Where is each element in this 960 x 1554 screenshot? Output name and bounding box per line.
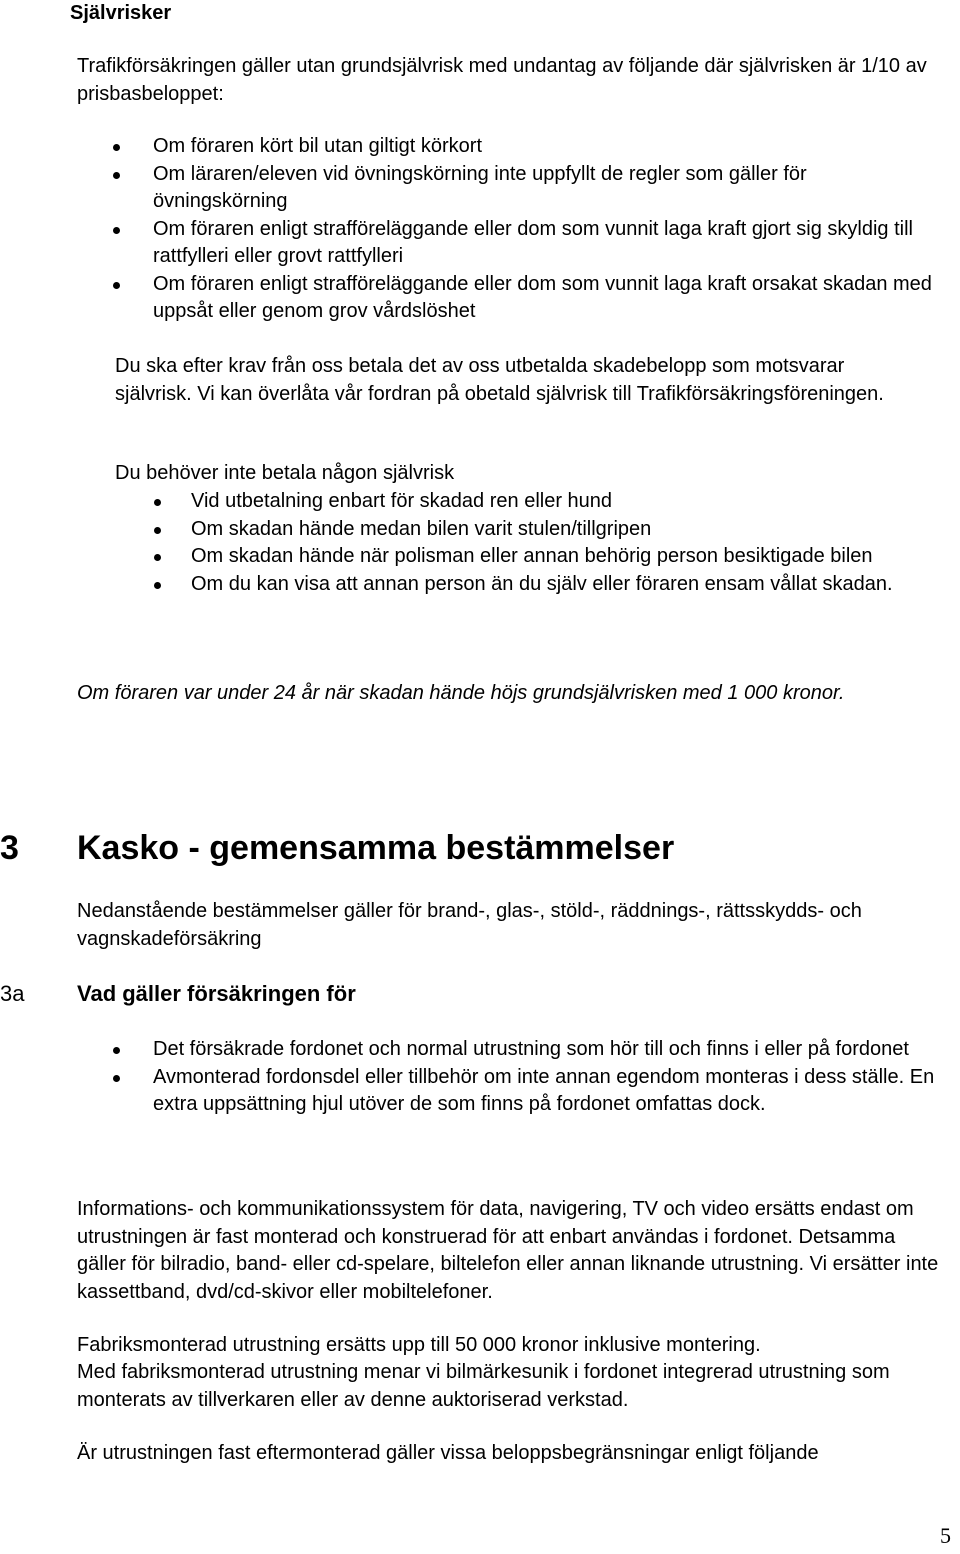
section-3-intro: Nedanstående bestämmelser gäller för brand-, glas-, stöld-, räddnings-, rättsskydds- och vagnskadeförsäkring [77, 900, 862, 950]
bullet-icon [154, 527, 161, 534]
bullet-icon [154, 554, 161, 561]
list-item: Avmonterad fordonsdel eller tillbehör om inte annan egendom monteras i dess ställe. En extra uppsättning hjul utöver de som finns på fordonet omfattas dock. [153, 1064, 960, 1119]
section-title-3a: Vad gäller försäkringen för [77, 981, 356, 1006]
bullet-icon [113, 1075, 120, 1082]
aftermarket-paragraph: Är utrustningen fast eftermonterad gäller vissa beloppsbegränsningar enligt följande [77, 1442, 819, 1464]
list-item: Om skadan hände medan bilen varit stulen/tillgripen [191, 516, 936, 544]
list-item: Vid utbetalning enbart för skadad ren eller hund [191, 488, 936, 516]
factory-equipment-paragraph: Med fabriksmonterad utrustning menar vi bilmärkesunik i fordonet integrerad utrustning som monterats av tillverkaren eller av denne auktoriserad verkstad. [77, 1361, 890, 1411]
coverage-bullet-list [153, 1036, 960, 1119]
page-number: 5 [940, 1523, 951, 1548]
list-item: Om du kan visa att annan person än du själv eller föraren ensam vållat skadan. [191, 571, 936, 599]
bullet-icon [154, 582, 161, 589]
bullet-icon [113, 1047, 120, 1054]
list-item: Om skadan hände när polisman eller annan behörig person besiktigade bilen [191, 543, 936, 571]
bullet-icon [113, 144, 120, 151]
no-deductible-bullet-list [191, 488, 936, 598]
list-item: Om läraren/eleven vid övningskörning inte uppfyllt de regler som gäller för övningskörning [153, 161, 933, 216]
factory-equipment-line: Fabriksmonterad utrustning ersätts upp till 50 000 kronor inklusive montering. [77, 1334, 761, 1356]
payment-paragraph: Du ska efter krav från oss betala det av oss utbetalda skadebelopp som motsvarar självrisk. Vi kan överlåta vår fordran på obetald självrisk till Trafikförsäkringsföreningen. [115, 355, 884, 405]
deductible-bullet-list [153, 133, 933, 326]
bullet-icon [113, 282, 120, 289]
italic-note: Om föraren var under 24 år när skadan hände höjs grundsjälvrisken med 1 000 kronor. [77, 682, 845, 704]
section-number-3: 3 [0, 829, 19, 867]
list-item: Om föraren kört bil utan giltigt körkort [153, 133, 933, 161]
list-item: Det försäkrade fordonet och normal utrustning som hör till och finns i eller på fordonet [153, 1036, 960, 1064]
intro-paragraph: Trafikförsäkringen gäller utan grundsjälvrisk med undantag av följande där självrisken är 1/10 av prisbasbeloppet: [77, 55, 927, 105]
no-deductible-title: Du behöver inte betala någon självrisk [115, 462, 455, 484]
bullet-icon [154, 499, 161, 506]
section-heading-sjalvrisker: Självrisker [70, 2, 172, 24]
section-title-3: Kasko - gemensamma bestämmelser [77, 829, 675, 867]
list-item: Om föraren enligt strafföreläggande eller dom som vunnit laga kraft orsakat skadan med uppsåt eller genom grov vårdslöshet [153, 271, 933, 326]
section-number-3a: 3a [0, 981, 25, 1006]
info-systems-paragraph: Informations- och kommunikationssystem för data, navigering, TV och video ersätts endast om utrustningen är fast monterad och konstruerad för att enbart användas i fordonet. Detsamma gäller för bilradio, band- eller cd-spelare, biltelefon eller annan liknande utrustning. Vi ersätter inte kassettband, dvd/cd-skivor eller mobiltelefoner. [77, 1198, 939, 1303]
bullet-icon [113, 172, 120, 179]
list-item: Om föraren enligt strafföreläggande eller dom som vunnit laga kraft gjort sig skyldig till rattfylleri eller grovt rattfylleri [153, 216, 933, 271]
bullet-icon [113, 227, 120, 234]
